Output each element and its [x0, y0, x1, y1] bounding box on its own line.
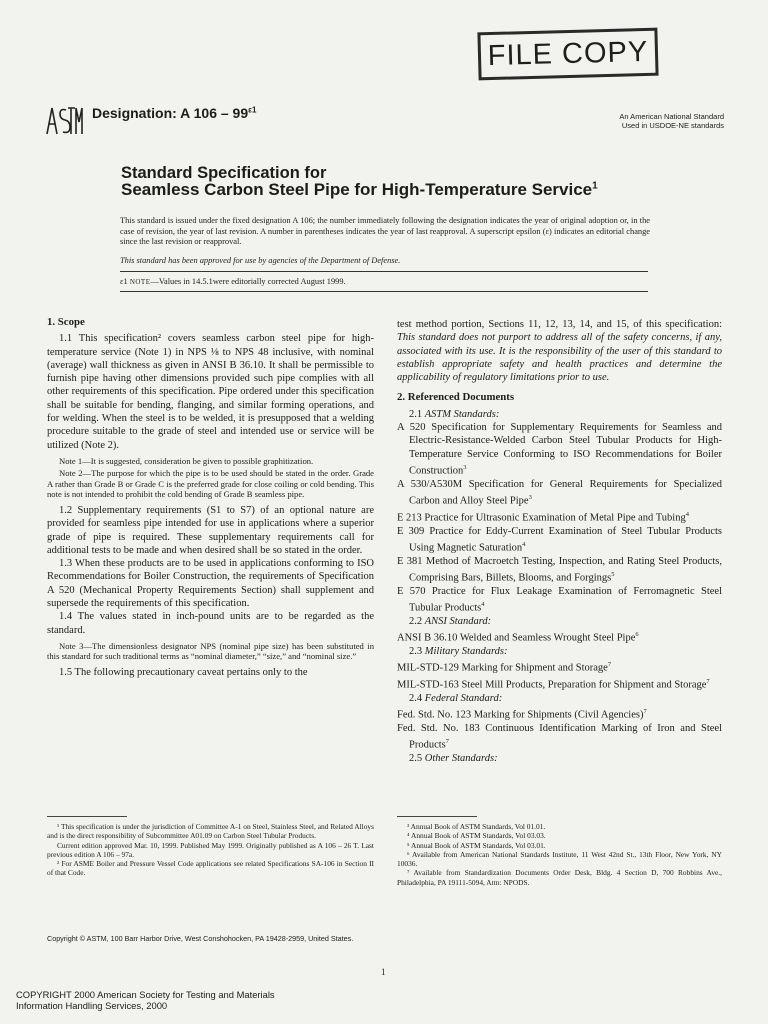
subsection-2-2: [397, 615, 722, 628]
ans-line1: An American National Standard: [619, 112, 724, 121]
defense-approval-note: This standard has been approved for use by agencies of the Department of Defense.: [120, 256, 401, 265]
paragraph-1-4: 1.4 The values stated in inch-pound units are to be regarded as the standard.: [47, 611, 374, 636]
footnotes-left: [47, 822, 374, 878]
reference-footnote-mark: 7: [445, 738, 449, 746]
epsilon-note-text: —Values in 14.5.1were editorially corrected August 1999.: [150, 277, 346, 286]
reference-footnote-mark: 7: [643, 708, 647, 716]
intro-paragraph: This standard is issued under the fixed designation A 106; the number immediately following the designation indicates the year of original adoption or, in the case of revision, the year of last revision. A number in parentheses indicates the year of last reapproval. A superscript epsilon (ε) indicates an editorial change since the last revision or reapproval.: [120, 216, 650, 246]
note-1: Note 1—It is suggested, consideration be given to possible graphitization.: [59, 455, 314, 466]
reference-footnote-mark: 4: [481, 601, 485, 609]
reference-item: [397, 585, 722, 615]
reference-footnote-mark: 7: [607, 661, 612, 669]
designation-superscript: ε1: [248, 105, 257, 115]
subsection-number: 2.3: [409, 646, 425, 658]
reference-item: [397, 421, 722, 478]
scope-continuation-text: test method portion, Sections 11, 12, 13, 14, and 15, of this specification:: [397, 319, 722, 330]
note-3: Note 3—The dimensionless designator NPS (nominal pipe size) has been substituted in this standard for such traditional terms as “nominal diameter,” “size,” and “nominal size.”: [47, 640, 374, 662]
military-reference-list: [397, 658, 722, 692]
reference-footnote-mark: 7: [706, 678, 710, 686]
footnote: ³ Annual Book of ASTM Standards, Vol 01.01.: [407, 822, 546, 831]
footnote: Current edition approved Mar. 10, 1999. Published May 1999. Originally published as A 106 – 26 T. Last previous edition A 106 – 97a.: [47, 840, 374, 859]
paragraph-1-1: 1.1 This specification² covers seamless carbon steel pipe for high-temperature service (Note 1) in NPS ⅛ to NPS 48 inclusive, with nominal (average) wall thickness as given in ANSI B 36.10. It shall be permissible to furnish pipe having other dimensions provided such pipe complies with all other requirements of this specification. Pipe ordered under this specification shall be suitable for bending, flanging, and similar forming operations, and for welding. When the steel is to be welded, it is presupposed that a welding procedure suitable to the grade of steel and intended use or service will be utilized (Note 2).: [47, 333, 374, 451]
reference-text: E 570 Practice for Flux Leakage Examination of Ferromagnetic Steel Tubular Products: [397, 585, 722, 614]
section-heading-scope: 1. Scope: [47, 316, 85, 328]
left-column: [47, 316, 374, 679]
designation: [92, 105, 256, 121]
footnote: ⁴ Annual Book of ASTM Standards, Vol 03.03.: [407, 831, 546, 841]
divider: [120, 271, 648, 272]
bottom-copyright: [16, 990, 275, 1011]
reference-item: [397, 555, 722, 585]
reference-footnote-mark: 3: [528, 494, 532, 502]
page-number: 1: [381, 967, 386, 977]
paragraph-1-2: 1.2 Supplementary requirements (S1 to S7) of an optional nature are provided for seamless pipe intended for use in applications where a superior grade of pipe is required. These supplementary requirements call for additional tests to be made and when desired shall be so stated in the order.: [47, 504, 374, 556]
title-footnote-mark: 1: [592, 180, 598, 192]
footnote: ² For ASME Boiler and Pressure Vessel Code applications see related Specifications SA-106 in Section II of that Code.: [47, 859, 374, 878]
stamp-text: FILE COPY: [487, 35, 649, 72]
reference-text: MIL-STD-163 Steel Mill Products, Preparation for Shipment and Storage: [397, 679, 707, 691]
federal-reference-list: [397, 705, 722, 752]
footnotes-right: [397, 822, 722, 887]
note-label: NOTE: [129, 278, 151, 286]
epsilon-mark: ε1: [120, 277, 128, 286]
ans-line2: Used in USDOE-NE standards: [621, 121, 724, 130]
subsection-title: Other Standards:: [424, 753, 498, 765]
reference-text: E 213 Practice for Ultrasonic Examination of Metal Pipe and Tubing: [397, 512, 686, 524]
reference-footnote-mark: 3: [463, 463, 467, 471]
subsection-2-3: [397, 645, 722, 658]
reference-text: ANSI B 36.10 Welded and Seamless Wrought Steel Pipe: [397, 632, 636, 644]
subsection-number: 2.4: [409, 692, 425, 704]
reference-item: [397, 628, 722, 645]
reference-item: [397, 675, 722, 692]
subsection-number: 2.2: [409, 615, 425, 627]
subsection-title: ANSI Standard:: [424, 615, 492, 627]
reference-item: [397, 722, 722, 752]
reference-footnote-mark: 4: [685, 510, 689, 518]
subsection-number: 2.1: [409, 408, 425, 420]
designation-label: Designation: A 106 – 99: [92, 105, 249, 121]
title-line2: [121, 180, 598, 200]
reference-text: E 309 Practice for Eddy-Current Examination of Steel Tubular Products Using Magnetic Saturation: [397, 525, 722, 554]
file-copy-stamp: [477, 28, 658, 81]
subsection-number: 2.5: [409, 753, 425, 765]
bottom-copyright-line1: COPYRIGHT 2000 American Society for Testing and Materials: [16, 989, 275, 1000]
copyright-line: Copyright © ASTM, 100 Barr Harbor Drive, West Conshohocken, PA 19428-2959, United States.: [47, 934, 354, 943]
reference-text: Fed. Std. No. 123 Marking for Shipments (Civil Agencies): [397, 709, 644, 721]
reference-footnote-mark: 4: [522, 540, 526, 548]
footnote-divider: [47, 816, 127, 817]
astm-reference-list: [397, 421, 722, 615]
right-column: [397, 318, 722, 765]
section-heading-referenced-documents: 2. Referenced Documents: [397, 391, 515, 404]
american-national-standard-note: [560, 112, 724, 130]
subsection-title: ASTM Standards:: [424, 408, 500, 420]
subsection-title: Military Standards:: [424, 646, 508, 658]
footnote: ⁷ Available from Standardization Documents Order Desk, Bldg. 4 Section D, 700 Robbins Ave., Philadelphia, PA 19111-5094, Attn: NPODS.: [397, 868, 722, 887]
reference-item: [397, 478, 722, 508]
footnote: ⁶ Available from American National Standards Institute, 11 West 42nd St., 13th Floor, New York, NY 10036.: [397, 849, 722, 869]
reference-text: A 520 Specification for Supplementary Requirements for Seamless and Electric-Resistance-Welded Carbon Steel Tubular Products for High-Temperature Service Conforming to ISO Recommendations for Boiler Construction: [397, 422, 722, 477]
reference-item: [397, 525, 722, 555]
scope-continuation: [397, 318, 722, 384]
subsection-2-1: [397, 408, 722, 421]
subsection-2-4: [397, 692, 722, 705]
footnote: ¹ This specification is under the jurisdiction of Committee A-1 on Steel, Stainless Steel, and Related Alloys and is the direct responsibility of Subcommittee A01.09 on Carbon Steel Tubular Products.: [47, 822, 374, 841]
reference-footnote-mark: 5: [611, 571, 615, 579]
epsilon-note: [120, 277, 346, 286]
divider: [120, 291, 648, 292]
subsection-2-5: [397, 752, 722, 765]
paragraph-1-5: 1.5 The following precautionary caveat pertains only to the: [59, 666, 308, 678]
safety-caveat: This standard does not purport to address all of the safety concerns, if any, associated with its use. It is the responsibility of the user of this standard to establish appropriate safety and health practices and determine the applicability of regulatory limitations prior to use.: [397, 332, 722, 384]
paragraph-1-3: 1.3 When these products are to be used in applications conforming to ISO Recommendations for Boiler Construction, the requirements of Specification A 520 (Mechanical Property Requirements Section) shall supplement and supersede the requirements of this specification.: [47, 558, 374, 610]
astm-logo: [44, 104, 84, 138]
note-2: Note 2—The purpose for which the pipe is to be used should be stated in the order. Grade A rather than Grade B or Grade C is the preferred grade for close coiling or cold bending. This note is not intended to prohibit the cold bending of Grade B seamless pipe.: [47, 468, 374, 500]
reference-text: E 381 Method of Macroetch Testing, Inspection, and Rating Steel Products, Comprising Bars, Billets, Blooms, and Forgings: [397, 555, 722, 584]
footnote: ⁵ Annual Book of ASTM Standards, Vol 03.01.: [407, 840, 546, 850]
reference-item: [397, 508, 722, 525]
reference-footnote-mark: 6: [635, 631, 639, 639]
reference-item: [397, 705, 722, 722]
reference-text: MIL-STD-129 Marking for Shipment and Storage: [397, 662, 608, 674]
title-line1: Standard Specification for: [121, 164, 327, 182]
reference-text: Fed. Std. No. 183 Continuous Identification Marking of Iron and Steel Products: [397, 723, 722, 751]
reference-item: [397, 658, 722, 675]
title-text: Seamless Carbon Steel Pipe for High-Temperature Service: [121, 180, 593, 199]
bottom-copyright-line2: Information Handling Services, 2000: [16, 999, 168, 1011]
reference-text: A 530/A530M Specification for General Requirements for Specialized Carbon and Alloy Steel Pipe: [397, 478, 722, 507]
subsection-title: Federal Standard:: [424, 692, 503, 704]
footnote-divider: [397, 816, 477, 817]
